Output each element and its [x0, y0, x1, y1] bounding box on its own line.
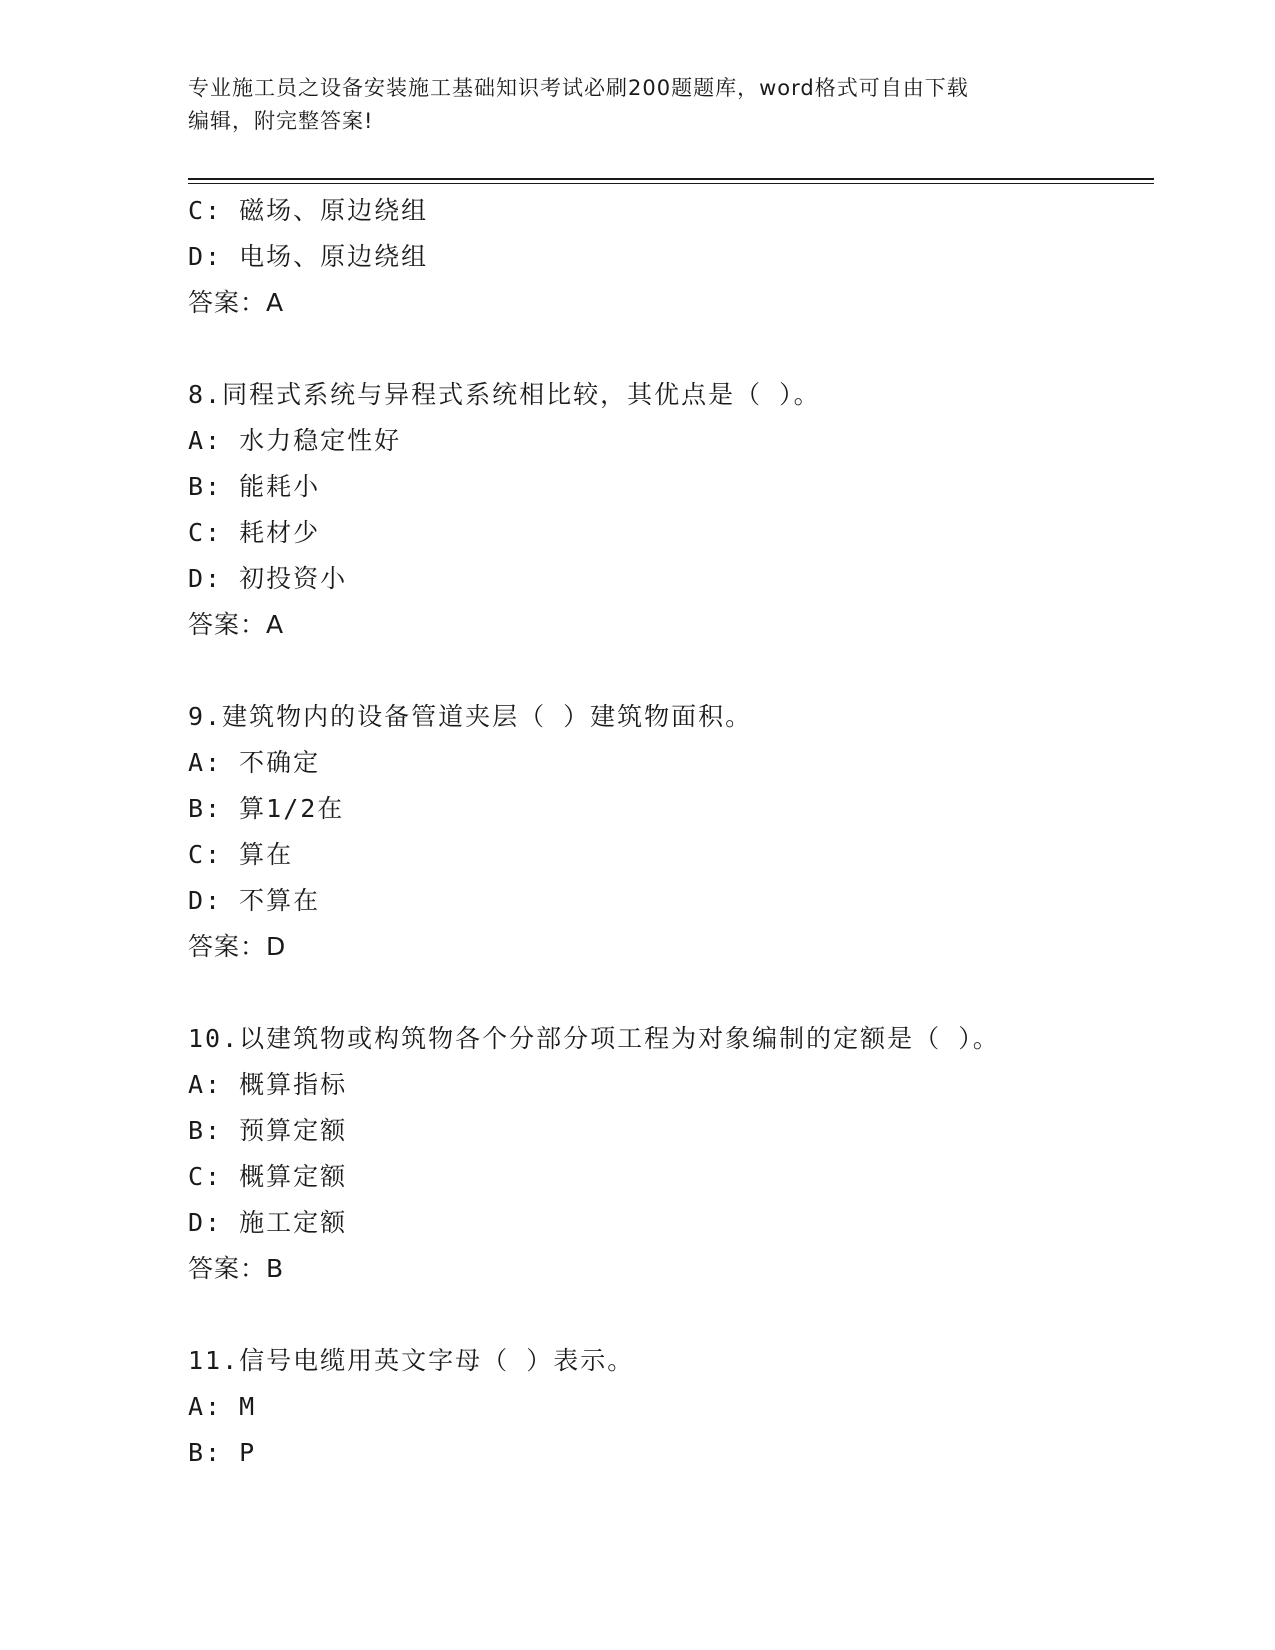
header-divider-thin: [188, 183, 1154, 184]
question-9: [188, 694, 1154, 970]
question-list: [188, 188, 1154, 1476]
option-c: C: 算在: [188, 840, 294, 869]
option-b: B: P: [188, 1438, 257, 1467]
question-11: [188, 1338, 1154, 1476]
option-a: A: 概算指标: [188, 1070, 348, 1099]
spacer: [188, 326, 1154, 372]
option-c: C: 耗材少: [188, 518, 321, 547]
answer-line: 答案：B: [188, 1254, 285, 1283]
answer-line: 答案：D: [188, 932, 287, 961]
question-title: 8.同程式系统与异程式系统相比较，其优点是（ ）。: [188, 380, 821, 409]
header-title-line-1: 专业施工员之设备安装施工基础知识考试必刷200题题库，word格式可自由下载: [188, 76, 969, 100]
option-c: C: 概算定额: [188, 1162, 348, 1191]
question-title: 9.建筑物内的设备管道夹层（ ）建筑物面积。: [188, 702, 753, 731]
spacer: [188, 970, 1154, 1016]
question-8: [188, 372, 1154, 648]
question-title: 10.以建筑物或构筑物各个分部分项工程为对象编制的定额是（ ）。: [188, 1024, 1000, 1053]
answer-line: 答案：A: [188, 610, 285, 639]
header-title-line-2: 编辑，附完整答案!: [188, 109, 374, 133]
spacer: [188, 648, 1154, 694]
option-b: B: 预算定额: [188, 1116, 348, 1145]
option-b: B: 能耗小: [188, 472, 321, 501]
answer-line: 答案：A: [188, 288, 285, 317]
option-d: D: 施工定额: [188, 1208, 348, 1237]
option-c: C: 磁场、原边绕组: [188, 196, 429, 225]
spacer: [188, 1292, 1154, 1338]
option-a: A: 不确定: [188, 748, 321, 777]
option-a: A: M: [188, 1392, 257, 1421]
document-header: [188, 72, 1068, 138]
option-d: D: 电场、原边绕组: [188, 242, 429, 271]
option-a: A: 水力稳定性好: [188, 426, 402, 455]
option-b: B: 算1/2在: [188, 794, 345, 823]
header-divider-thick: [188, 178, 1154, 180]
option-d: D: 初投资小: [188, 564, 348, 593]
question-title: 11.信号电缆用英文字母（ ）表示。: [188, 1346, 635, 1375]
question-10: [188, 1016, 1154, 1292]
question-7-tail: [188, 188, 1154, 326]
option-d: D: 不算在: [188, 886, 321, 915]
